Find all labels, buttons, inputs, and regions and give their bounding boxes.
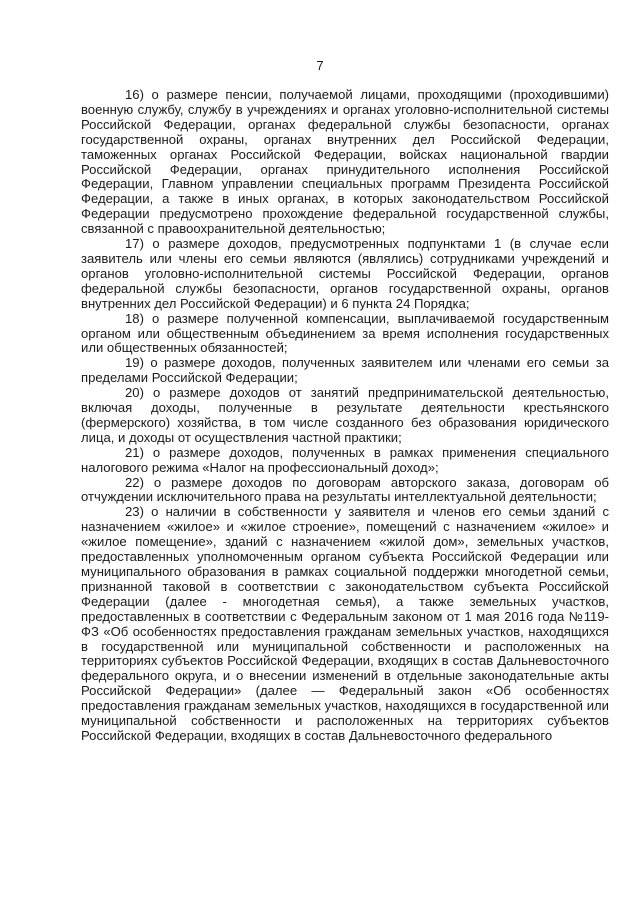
paragraph-16: 16) о размере пенсии, получаемой лицами, проходящими (проходившими) военную службу, службу в учреждениях и органах уголовно-исполнительной системы Российской Федерации, органах федеральной службы безопасности, органах государственной охраны, органах внутренних дел Российской Федерации, таможенных органах Российской Федерации, войсках национальной гвардии Российской Федерации, органах принудительного исполнения Российской Федерации, Главном управлении специальных программ Президента Российской Федерации, а также в иных органах, в которых законодательством Российской Федерации предусмотрено прохождение федеральной государственной службы, связанной с правоохранительной деятельностью; xyxy=(81,87,609,237)
paragraph-21: 21) о размере доходов, полученных в рамках применения специального налогового режима «Налог на профессиональный доход»; xyxy=(81,444,609,475)
paragraph-17: 17) о размере доходов, предусмотренных подпунктами 1 (в случае если заявитель или члены его семьи являются (являлись) сотрудниками учреждений и органов уголовно-исполнительной системы Российской Федерации, органов федеральной службы безопасности, органов государственной охраны, органов внутренних дел Российской Федерации) и 6 пункта 24 Порядка; xyxy=(81,236,609,311)
paragraph-20: 20) о размере доходов от занятий предпринимательской деятельностью, включая доходы, полученные в результате деятельности крестьянского (фермерского) хозяйства, в том числе созданного без образования юридического лица, и доходы от осуществления частной практики; xyxy=(81,385,609,445)
paragraph-19: 19) о размере доходов, полученных заявителем или членами его семьи за пределами Российской Федерации; xyxy=(81,355,609,386)
paragraph-23: 23) о наличии в собственности у заявителя и членов его семьи зданий с назначением «жилое» и «жилое строение», помещений с назначением «жилое» и «жилое помещение», зданий с назначением «жилой дом», земельных участков, предоставленных уполномоченным органом субъекта Российской Федерации или муниципального образования в рамках социальной поддержки многодетной семьи, признанной таковой в соответствии с законодательством субъекта Российской Федерации (далее - многодетная семья), а также земельных участков, предоставленных в соответствии с Федеральным законом от 1 мая 2016 года №119-ФЗ «Об особенностях предоставления гражданам земельных участков, находящихся в государственной или муниципальной собственности и расположенных на территориях субъектов Российской Федерации, входящих в состав Дальневосточного федерального округа, и о внесении изменений в отдельные законодательные акты Российской Федерации» (далее — Федеральный закон «Об особенностях предоставления гражданам земельных участков, находящихся в государственной или муниципальной собственности и расположенных на территориях субъектов Российской Федерации, входящих в состав Дальневосточного федерального xyxy=(81,504,609,743)
paragraph-18: 18) о размере полученной компенсации, выплачиваемой государственным органом или общественным объединением за время исполнения государственных или общественных обязанностей; xyxy=(81,310,609,356)
paragraph-22: 22) о размере доходов по договорам авторского заказа, договорам об отчуждении исключительного права на результаты интеллектуальной деятельности; xyxy=(81,474,609,505)
document-body xyxy=(81,88,609,744)
page-number: 7 xyxy=(316,58,324,73)
